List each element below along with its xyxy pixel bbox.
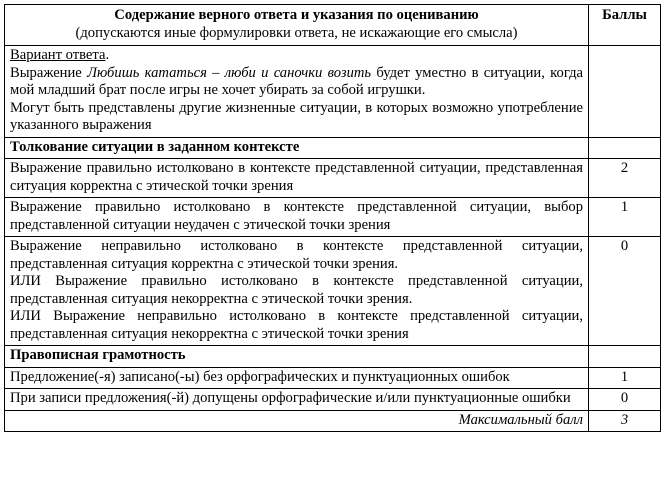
criterion-points: 0 bbox=[589, 389, 661, 411]
answer-text bbox=[10, 65, 583, 100]
criterion-zero-cell bbox=[5, 237, 589, 346]
criterion-text: При записи предложения(-й) допущены орфографические и/или пунктуационные ошибки bbox=[5, 389, 589, 411]
answer-expr-after: будет уместно в ситуации, когда мой младший брат после игры не хочет убирать за собой игрушки. bbox=[10, 64, 583, 98]
variant-label: Вариант ответа bbox=[10, 47, 106, 63]
grading-page bbox=[4, 4, 660, 432]
criterion-text: Выражение правильно истолковано в контексте представленной ситуации, представленная ситуация корректна с этической точки зрения bbox=[5, 159, 589, 198]
section1-empty-points bbox=[589, 137, 661, 159]
header-points-cell bbox=[589, 5, 661, 46]
criterion-text: Предложение(-я) записано(-ы) без орфографических и пунктуационных ошибок bbox=[5, 367, 589, 389]
max-score-label: Максимальный балл bbox=[5, 410, 589, 432]
section2-empty-points bbox=[589, 346, 661, 368]
criterion-row bbox=[5, 198, 661, 237]
criterion-row bbox=[5, 159, 661, 198]
header-row bbox=[5, 5, 661, 46]
answer-points-cell bbox=[589, 46, 661, 138]
criterion-points: 0 bbox=[589, 237, 661, 346]
section2-header-row bbox=[5, 346, 661, 368]
criterion-points: 1 bbox=[589, 198, 661, 237]
criterion-row bbox=[5, 389, 661, 411]
section1-header-row bbox=[5, 137, 661, 159]
criterion-text: Выражение правильно истолковано в контексте представленной ситуации, выбор представленной ситуации неудачен с этической точки зрения bbox=[5, 198, 589, 237]
criterion-zero-line: ИЛИ Выражение правильно истолковано в контексте представленной ситуации, представленная ситуация некорректна с этической точки зрения. bbox=[10, 273, 583, 307]
variant-line bbox=[10, 47, 583, 65]
header-subtitle: (допускаются иные формулировки ответа, не искажающие его смысла) bbox=[75, 24, 518, 41]
answer-expr-before: Выражение bbox=[10, 64, 88, 81]
criterion-row bbox=[5, 367, 661, 389]
answer-row bbox=[5, 46, 661, 138]
header-criteria-cell bbox=[5, 5, 589, 46]
criterion-points: 1 bbox=[589, 367, 661, 389]
answer-expr-phrase: Любишь кататься – люби и саночки возить bbox=[87, 64, 372, 81]
max-score-value: 3 bbox=[589, 410, 661, 432]
max-score-row bbox=[5, 410, 661, 432]
variant-dot: . bbox=[105, 47, 110, 63]
criterion-zero-line: Выражение неправильно истолковано в контексте представленной ситуации, представленная ситуация корректна с этической точки зрения. bbox=[10, 238, 583, 272]
criterion-zero-line: ИЛИ Выражение неправильно истолковано в контексте представленной ситуации, представленная ситуация некорректна с этической точки зрения bbox=[10, 308, 583, 342]
answer-note: Могут быть представлены другие жизненные ситуации, в которых возможно употребление указанного выражения bbox=[10, 99, 583, 133]
header-title: Содержание верного ответа и указания по оцениванию bbox=[114, 7, 479, 23]
section2-title: Правописная грамотность bbox=[5, 346, 589, 368]
header-points-label: Баллы bbox=[602, 7, 647, 23]
grading-table bbox=[4, 4, 661, 432]
answer-cell bbox=[5, 46, 589, 138]
criterion-points: 2 bbox=[589, 159, 661, 198]
section1-title: Толкование ситуации в заданном контексте bbox=[5, 137, 589, 159]
criterion-row-zero bbox=[5, 237, 661, 346]
